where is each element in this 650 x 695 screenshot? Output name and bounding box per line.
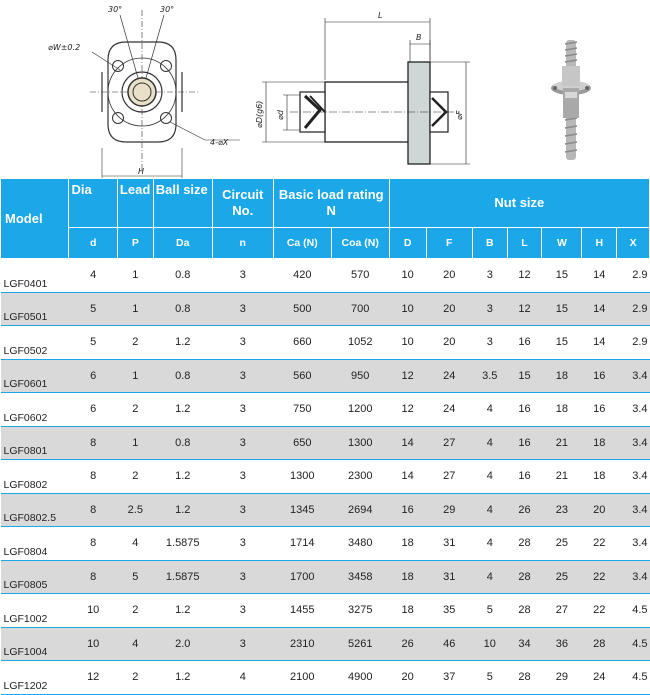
value-cell-da: 1.2: [153, 460, 212, 494]
value-cell-p: 2.5: [117, 493, 153, 527]
value-cell-d: 20: [389, 661, 426, 695]
value-cell-ca: 1714: [273, 527, 331, 561]
header-circuit-no: Circuit No.: [212, 179, 273, 228]
value-cell-coa: 3480: [331, 527, 389, 561]
table-row: [1, 560, 650, 594]
header-basic-load-rating: Basic load rating N: [273, 179, 389, 228]
value-cell-h: 24: [582, 661, 617, 695]
table-row: [1, 493, 650, 527]
value-cell-x: 2.9: [617, 292, 650, 326]
value-cell-x: 3.4: [617, 527, 650, 561]
value-cell-p: 1: [117, 292, 153, 326]
table-row: [1, 527, 650, 561]
value-cell-ca: 660: [273, 326, 331, 360]
value-cell-b: 10: [472, 627, 507, 661]
value-cell-ca: 1300: [273, 460, 331, 494]
value-cell-n: 3: [212, 359, 273, 393]
table-row: [1, 460, 650, 494]
ball-screw-photo: [551, 40, 591, 160]
value-cell-h: 28: [582, 627, 617, 661]
value-cell-w: 27: [542, 594, 582, 628]
value-cell-da: 1.2: [153, 661, 212, 695]
value-cell-coa: 2300: [331, 460, 389, 494]
value-cell-d: 14: [389, 426, 426, 460]
model-cell: LGF0501: [1, 292, 69, 326]
value-cell-ca: 650: [273, 426, 331, 460]
value-cell-coa: 1200: [331, 393, 389, 427]
value-cell-f: 24: [426, 359, 472, 393]
value-cell-x: 3.4: [617, 493, 650, 527]
value-cell-n: 3: [212, 627, 273, 661]
value-cell-x: 4.5: [617, 627, 650, 661]
model-cell: LGF0502: [1, 326, 69, 360]
value-cell-w: 25: [542, 527, 582, 561]
value-cell-da: 1.2: [153, 493, 212, 527]
value-cell-h: 16: [582, 359, 617, 393]
value-cell-da: 0.8: [153, 259, 212, 293]
model-cell: LGF0401: [1, 259, 69, 293]
value-cell-d: 5: [69, 292, 117, 326]
value-cell-d: 12: [69, 661, 117, 695]
value-cell-b: 5: [472, 594, 507, 628]
model-cell: LGF0802.5: [1, 493, 69, 527]
value-cell-x: 3.4: [617, 560, 650, 594]
table-row: [1, 627, 650, 661]
nut-drawings-svg: [0, 0, 650, 178]
value-cell-h: 22: [582, 560, 617, 594]
value-cell-d: 4: [69, 259, 117, 293]
angle-right-label: 30°: [160, 5, 175, 14]
value-cell-n: 3: [212, 460, 273, 494]
header-nut-size: Nut size: [389, 179, 649, 228]
h-label: H: [138, 167, 145, 176]
value-cell-p: 4: [117, 527, 153, 561]
model-cell: LGF0804: [1, 527, 69, 561]
model-cell: LGF0601: [1, 359, 69, 393]
value-cell-p: 2: [117, 594, 153, 628]
sub-header-cell: F: [426, 228, 472, 259]
value-cell-w: 23: [542, 493, 582, 527]
value-cell-w: 15: [542, 326, 582, 360]
value-cell-l: 16: [507, 460, 542, 494]
value-cell-b: 4: [472, 393, 507, 427]
value-cell-f: 46: [426, 627, 472, 661]
sub-header-row: [1, 228, 650, 259]
value-cell-l: 16: [507, 393, 542, 427]
table-row: [1, 359, 650, 393]
value-cell-d: 16: [389, 493, 426, 527]
value-cell-ca: 1345: [273, 493, 331, 527]
value-cell-ca: 500: [273, 292, 331, 326]
table-row: [1, 393, 650, 427]
value-cell-coa: 2694: [331, 493, 389, 527]
value-cell-da: 0.8: [153, 359, 212, 393]
model-cell: LGF0802: [1, 460, 69, 494]
value-cell-l: 26: [507, 493, 542, 527]
value-cell-d: 8: [69, 560, 117, 594]
value-cell-f: 20: [426, 326, 472, 360]
sub-header-cell: n: [212, 228, 273, 259]
value-cell-b: 4: [472, 460, 507, 494]
model-cell: LGF1202: [1, 661, 69, 695]
l-label: L: [378, 11, 383, 20]
value-cell-p: 2: [117, 661, 153, 695]
value-cell-da: 2.0: [153, 627, 212, 661]
value-cell-coa: 700: [331, 292, 389, 326]
sub-header-cell: Coa (N): [331, 228, 389, 259]
value-cell-x: 2.9: [617, 259, 650, 293]
value-cell-l: 28: [507, 661, 542, 695]
value-cell-x: 3.4: [617, 460, 650, 494]
value-cell-da: 1.2: [153, 326, 212, 360]
value-cell-h: 22: [582, 527, 617, 561]
value-cell-d: 12: [389, 393, 426, 427]
model-cell: LGF1002: [1, 594, 69, 628]
value-cell-coa: 1300: [331, 426, 389, 460]
value-cell-n: 3: [212, 393, 273, 427]
value-cell-d: 18: [389, 594, 426, 628]
value-cell-d: 26: [389, 627, 426, 661]
value-cell-l: 28: [507, 594, 542, 628]
w-tolerance-label: ⌀W±0.2: [48, 43, 81, 52]
value-cell-n: 4: [212, 661, 273, 695]
value-cell-h: 20: [582, 493, 617, 527]
value-cell-f: 29: [426, 493, 472, 527]
model-cell: LGF0805: [1, 560, 69, 594]
value-cell-coa: 3458: [331, 560, 389, 594]
value-cell-b: 4: [472, 527, 507, 561]
value-cell-b: 3.5: [472, 359, 507, 393]
b-label: B: [416, 33, 422, 42]
value-cell-b: 4: [472, 426, 507, 460]
value-cell-ca: 1700: [273, 560, 331, 594]
value-cell-l: 12: [507, 292, 542, 326]
value-cell-d: 6: [69, 359, 117, 393]
sub-header-cell: Da: [153, 228, 212, 259]
technical-drawings: [0, 0, 650, 178]
value-cell-d: 8: [69, 493, 117, 527]
value-cell-l: 15: [507, 359, 542, 393]
value-cell-f: 31: [426, 560, 472, 594]
value-cell-d: 5: [69, 326, 117, 360]
value-cell-n: 3: [212, 560, 273, 594]
value-cell-h: 22: [582, 594, 617, 628]
value-cell-da: 0.8: [153, 292, 212, 326]
value-cell-n: 3: [212, 426, 273, 460]
value-cell-f: 20: [426, 292, 472, 326]
holes-label: 4-⌀X: [210, 138, 229, 147]
value-cell-f: 37: [426, 661, 472, 695]
value-cell-p: 1: [117, 426, 153, 460]
value-cell-d: 10: [69, 627, 117, 661]
value-cell-ca: 750: [273, 393, 331, 427]
value-cell-d: 12: [389, 359, 426, 393]
value-cell-x: 4.5: [617, 594, 650, 628]
value-cell-h: 14: [582, 292, 617, 326]
value-cell-w: 25: [542, 560, 582, 594]
value-cell-n: 3: [212, 594, 273, 628]
value-cell-w: 21: [542, 426, 582, 460]
header-model: Model: [1, 179, 69, 259]
value-cell-w: 36: [542, 627, 582, 661]
value-cell-w: 21: [542, 460, 582, 494]
value-cell-coa: 1052: [331, 326, 389, 360]
value-cell-p: 2: [117, 393, 153, 427]
sub-header-cell: Ca (N): [273, 228, 331, 259]
value-cell-x: 3.4: [617, 426, 650, 460]
header-lead: Lead: [117, 179, 153, 228]
table-row: [1, 661, 650, 695]
value-cell-n: 3: [212, 292, 273, 326]
value-cell-h: 14: [582, 326, 617, 360]
sub-header-cell: X: [617, 228, 650, 259]
table-row: [1, 594, 650, 628]
value-cell-p: 5: [117, 560, 153, 594]
sub-header-cell: H: [582, 228, 617, 259]
value-cell-da: 1.2: [153, 393, 212, 427]
value-cell-p: 1: [117, 259, 153, 293]
value-cell-coa: 5261: [331, 627, 389, 661]
model-cell: LGF1004: [1, 627, 69, 661]
value-cell-d: 10: [389, 259, 426, 293]
sub-header-cell: W: [542, 228, 582, 259]
value-cell-w: 15: [542, 259, 582, 293]
value-cell-h: 18: [582, 426, 617, 460]
value-cell-p: 2: [117, 460, 153, 494]
angle-left-label: 30°: [108, 5, 123, 14]
value-cell-l: 16: [507, 426, 542, 460]
value-cell-d: 8: [69, 460, 117, 494]
value-cell-coa: 4900: [331, 661, 389, 695]
value-cell-d: 10: [389, 326, 426, 360]
header-ball-size: Ball size: [153, 179, 212, 228]
f-label: ⌀F: [455, 110, 464, 120]
value-cell-x: 4.5: [617, 661, 650, 695]
table-row: [1, 259, 650, 293]
value-cell-x: 2.9: [617, 326, 650, 360]
value-cell-d: 10: [389, 292, 426, 326]
value-cell-f: 27: [426, 460, 472, 494]
value-cell-coa: 3275: [331, 594, 389, 628]
value-cell-f: 27: [426, 426, 472, 460]
value-cell-w: 15: [542, 292, 582, 326]
value-cell-b: 3: [472, 259, 507, 293]
value-cell-b: 3: [472, 292, 507, 326]
value-cell-w: 29: [542, 661, 582, 695]
value-cell-ca: 560: [273, 359, 331, 393]
front-view-drawing: [90, 10, 240, 178]
sub-header-cell: P: [117, 228, 153, 259]
side-view-drawing: [262, 18, 470, 164]
value-cell-l: 28: [507, 560, 542, 594]
table-body: [1, 259, 650, 695]
value-cell-d: 14: [389, 460, 426, 494]
value-cell-b: 4: [472, 493, 507, 527]
value-cell-p: 4: [117, 627, 153, 661]
value-cell-d: 6: [69, 393, 117, 427]
value-cell-d: 8: [69, 527, 117, 561]
value-cell-l: 12: [507, 259, 542, 293]
value-cell-f: 20: [426, 259, 472, 293]
value-cell-w: 18: [542, 393, 582, 427]
value-cell-d: 10: [69, 594, 117, 628]
value-cell-ca: 420: [273, 259, 331, 293]
value-cell-n: 3: [212, 326, 273, 360]
value-cell-d: 8: [69, 426, 117, 460]
value-cell-n: 3: [212, 527, 273, 561]
sub-header-cell: L: [507, 228, 542, 259]
value-cell-p: 2: [117, 326, 153, 360]
value-cell-h: 18: [582, 460, 617, 494]
value-cell-x: 3.4: [617, 359, 650, 393]
value-cell-l: 28: [507, 527, 542, 561]
value-cell-n: 3: [212, 259, 273, 293]
table-row: [1, 292, 650, 326]
sub-header-cell: d: [69, 228, 117, 259]
value-cell-b: 5: [472, 661, 507, 695]
value-cell-da: 0.8: [153, 426, 212, 460]
table-row: [1, 326, 650, 360]
value-cell-da: 1.5875: [153, 560, 212, 594]
d-g6-label: ⌀D(g6): [255, 100, 264, 128]
value-cell-x: 3.4: [617, 393, 650, 427]
value-cell-h: 14: [582, 259, 617, 293]
value-cell-p: 1: [117, 359, 153, 393]
value-cell-ca: 1455: [273, 594, 331, 628]
value-cell-l: 16: [507, 326, 542, 360]
value-cell-ca: 2100: [273, 661, 331, 695]
value-cell-d: 18: [389, 527, 426, 561]
model-cell: LGF0602: [1, 393, 69, 427]
value-cell-da: 1.5875: [153, 527, 212, 561]
value-cell-h: 16: [582, 393, 617, 427]
sub-header-cell: B: [472, 228, 507, 259]
table-row: [1, 426, 650, 460]
d-small-label: ⌀d: [276, 110, 285, 120]
value-cell-ca: 2310: [273, 627, 331, 661]
model-cell: LGF0801: [1, 426, 69, 460]
value-cell-f: 31: [426, 527, 472, 561]
header-dia: Dia: [69, 179, 117, 228]
value-cell-b: 3: [472, 326, 507, 360]
value-cell-n: 3: [212, 493, 273, 527]
value-cell-b: 4: [472, 560, 507, 594]
value-cell-coa: 570: [331, 259, 389, 293]
value-cell-f: 24: [426, 393, 472, 427]
value-cell-l: 34: [507, 627, 542, 661]
value-cell-da: 1.2: [153, 594, 212, 628]
value-cell-f: 35: [426, 594, 472, 628]
value-cell-d: 18: [389, 560, 426, 594]
value-cell-w: 18: [542, 359, 582, 393]
ball-screw-spec-table: [0, 178, 650, 695]
sub-header-cell: D: [389, 228, 426, 259]
value-cell-coa: 950: [331, 359, 389, 393]
